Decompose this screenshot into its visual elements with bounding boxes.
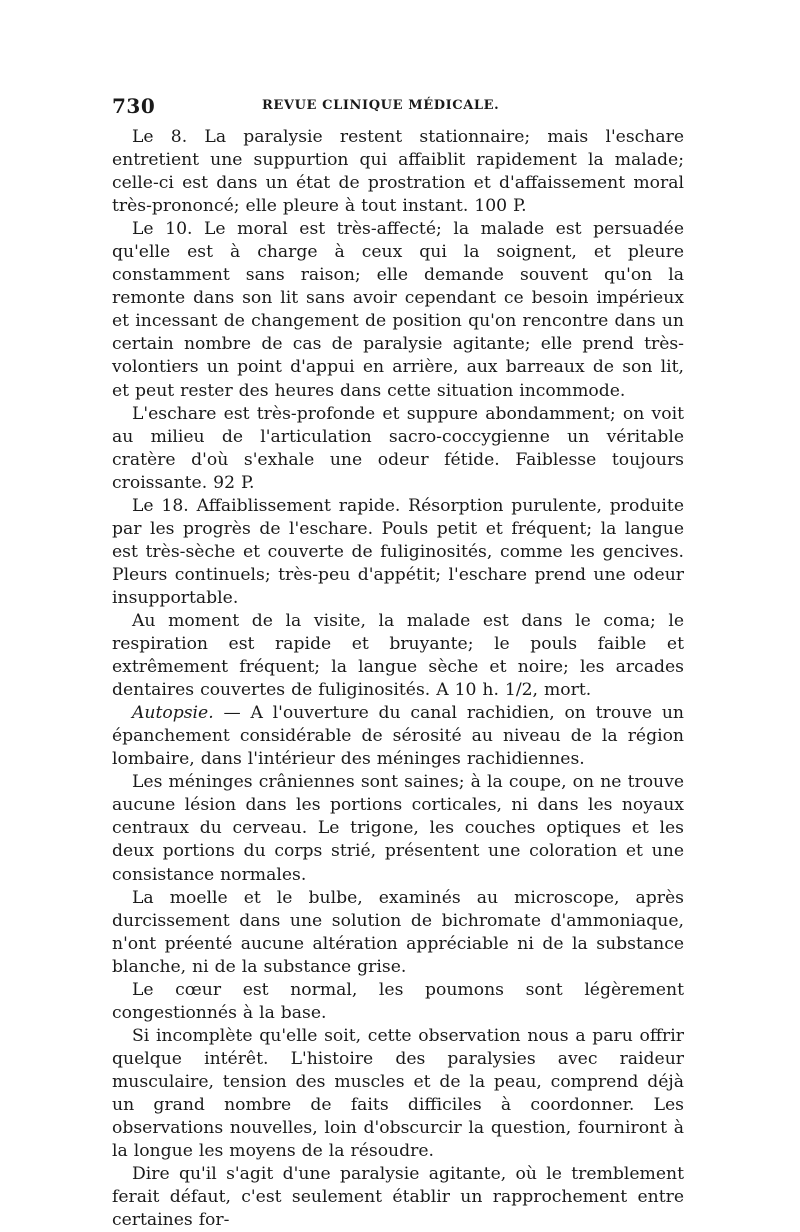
- page: [112, 94, 684, 1232]
- paragraph: [112, 887, 684, 979]
- running-title: REVUE CLINIQUE MÉDICALE.: [262, 98, 500, 113]
- section-lead: Autopsie.: [132, 703, 214, 724]
- paragraph-text: Le 8. La paralysie restent stationnaire; mais l'eschare entretient une suppurtion qui affaiblit rapidement la malade; celle-ci est dans un état de prostration et d'affaissement moral très-prononcé; elle pleure à tout instant. 100 P.: [112, 127, 684, 217]
- paragraph: [112, 1025, 684, 1163]
- paragraph: [112, 979, 684, 1025]
- paragraph: [112, 403, 684, 495]
- paragraph-text: Le 18. Affaiblissement rapide. Résorption purulente, produite par les progrès de l'eschare. Pouls petit et fréquent; la langue est très-sèche et couverte de fuliginosités, comme les gencives. Pleurs continuels; très-peu d'appétit; l'eschare prend une odeur insupportable.: [112, 495, 684, 608]
- paragraph-text: Au moment de la visite, la malade est dans le coma; le respiration est rapide et bruyante; le pouls faible et extrêmement fréquent; la langue sèche et noire; les arcades dentaires couvertes de fuliginosités. A 10 h. 1/2, mort.: [112, 610, 684, 701]
- paragraph-text: Le cœur est normal, les poumons sont légèrement congestionnés à la base.: [112, 979, 684, 1023]
- paragraph: [112, 218, 684, 402]
- paragraph: [112, 126, 684, 218]
- paragraph-text: La moelle et le bulbe, examinés au microscope, après durcissement dans une solution de bichromate d'ammoniaque, n'ont préenté aucune altération appréciable ni de la substance blanche, ni de la substance grise.: [112, 887, 684, 977]
- paragraph-text: Les méninges crâniennes sont saines; à la coupe, on ne trouve aucune lésion dans les portions corticales, ni dans les noyaux centraux du cerveau. Le trigone, les couches optiques et les deux portions du corps strié, présentent une coloration et une consistance normales.: [112, 772, 684, 885]
- paragraph: [112, 610, 684, 702]
- paragraph: [112, 771, 684, 886]
- page-number: 730: [112, 94, 156, 118]
- body-text: [112, 126, 684, 1232]
- paragraph-text: L'eschare est très-profonde et suppure abondamment; on voit au milieu de l'articulation sacro-coccygienne un véritable cratère d'où s'exhale une odeur fétide. Faiblesse toujours croissante. 92 P.: [112, 403, 684, 493]
- paragraph: [112, 1163, 684, 1232]
- paragraph: [112, 495, 684, 610]
- paragraph: [112, 702, 684, 771]
- paragraph-text: Si incomplète qu'elle soit, cette observation nous a paru offrir quelque intérêt. L'histoire des paralysies avec raideur musculaire, tension des muscles et de la peau, comprend déjà un grand nombre de faits difficiles à coordonner. Les observations nouvelles, loin d'obscurcir la question, fourniront à la longue les moyens de la résoudre.: [112, 1025, 684, 1162]
- page-header: [112, 94, 684, 116]
- paragraph-text: Le 10. Le moral est très-affecté; la malade est persuadée qu'elle est à charge à ceux qui la soignent, et pleure constamment sans raison; elle demande souvent qu'on la remonte dans son lit sans avoir cependant ce besoin impérieux et incessant de changement de position qu'on rencontre dans un certain nombre de cas de paralysie agitante; elle prend très-volontiers un point d'appui en arrière, aux barreaux de son lit, et peut rester des heures dans cette situation incommode.: [112, 219, 684, 401]
- paragraph-text: — A l'ouverture du canal rachidien, on trouve un épanchement considérable de sérosité au niveau de la région lombaire, dans l'intérieur des méninges rachidiennes.: [112, 703, 684, 770]
- paragraph-text: Dire qu'il s'agit d'une paralysie agitante, où le tremblement ferait défaut, c'est seulement établir un rapprochement entre certaines for-: [112, 1164, 684, 1231]
